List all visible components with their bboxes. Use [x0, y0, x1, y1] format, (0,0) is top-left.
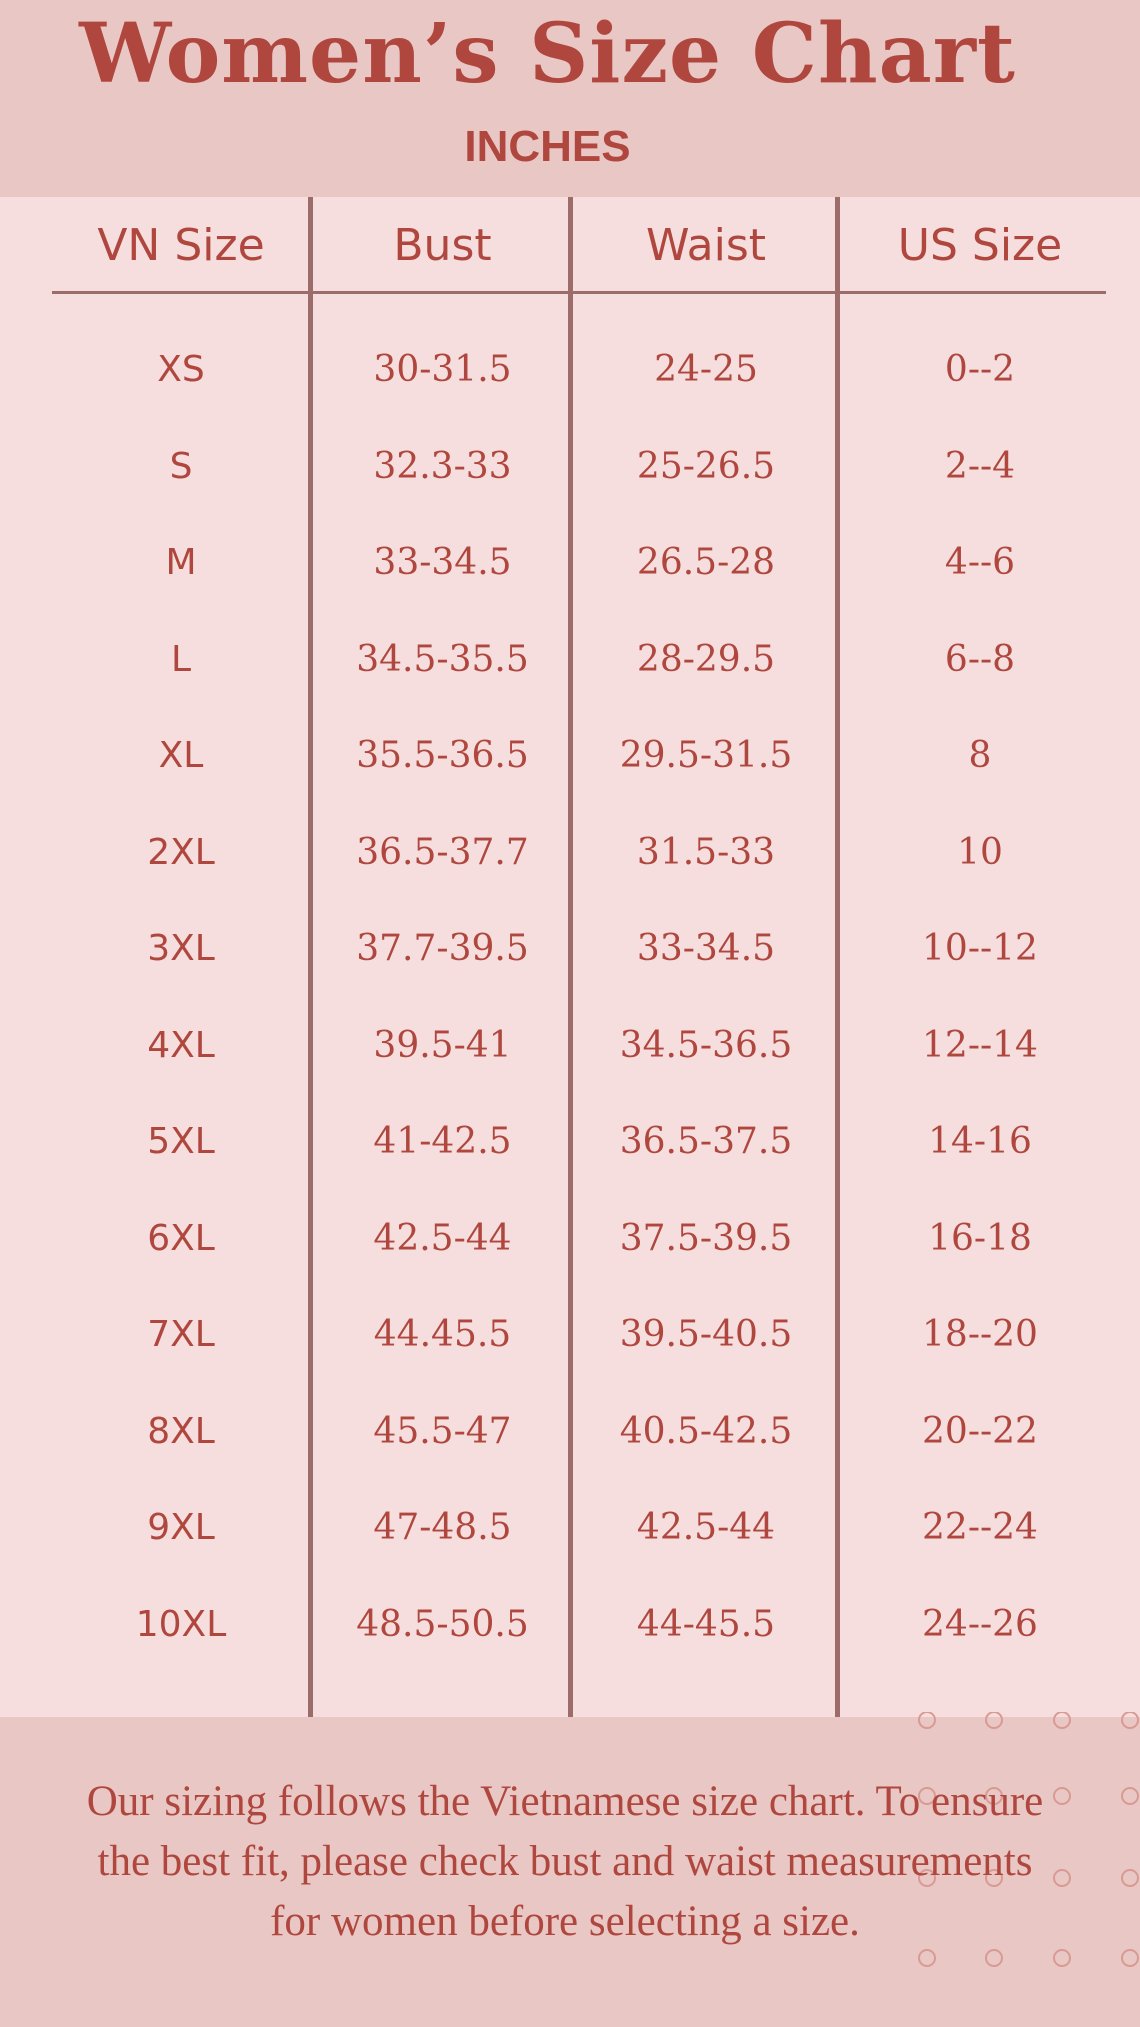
cell-us-size: 18--20	[922, 1314, 1038, 1355]
cell-bust: 39.5-41	[373, 1025, 512, 1066]
cell-waist: 42.5-44	[636, 1507, 776, 1548]
cell-us-size: 8	[968, 735, 992, 776]
cell-vn-size: L	[170, 639, 192, 680]
cell-us-size: 24--26	[922, 1604, 1038, 1645]
header-divider	[52, 291, 1106, 294]
table-row	[0, 533, 1140, 593]
cell-us-size: 4--6	[944, 542, 1016, 583]
cell-waist: 26.5-28	[636, 542, 776, 583]
cell-vn-size: 5XL	[147, 1121, 215, 1162]
column-header-waist: Waist	[645, 220, 767, 271]
table-row	[0, 1209, 1140, 1269]
cell-bust: 41-42.5	[373, 1121, 512, 1162]
sizing-note-line: Our sizing follows the Vietnamese size chart. To ensure	[86, 1778, 1044, 1825]
cell-bust: 44.45.5	[373, 1314, 512, 1355]
cell-bust: 48.5-50.5	[356, 1604, 529, 1645]
cell-vn-size: 3XL	[147, 928, 215, 969]
cell-bust: 42.5-44	[373, 1218, 512, 1259]
table-row	[0, 1016, 1140, 1076]
cell-vn-size: 7XL	[147, 1314, 215, 1355]
cell-bust: 47-48.5	[373, 1507, 512, 1548]
table-row	[0, 340, 1140, 400]
cell-waist: 24-25	[654, 349, 758, 390]
cell-us-size: 20--22	[922, 1411, 1038, 1452]
cell-bust: 35.5-36.5	[356, 735, 529, 776]
table-row	[0, 1112, 1140, 1172]
cell-us-size: 10	[957, 832, 1003, 873]
cell-vn-size: 10XL	[135, 1604, 227, 1645]
table-row	[0, 1305, 1140, 1365]
cell-us-size: 16-18	[928, 1218, 1032, 1259]
cell-us-size: 2--4	[944, 446, 1016, 487]
column-header-us-size: US Size	[897, 220, 1063, 271]
cell-us-size: 0--2	[944, 349, 1016, 390]
cell-vn-size: S	[169, 446, 193, 487]
cell-us-size: 22--24	[922, 1507, 1038, 1548]
cell-us-size: 14-16	[928, 1121, 1032, 1162]
cell-waist: 28-29.5	[636, 639, 776, 680]
table-row	[0, 823, 1140, 883]
table-row	[0, 919, 1140, 979]
cell-bust: 33-34.5	[373, 542, 512, 583]
cell-vn-size: XL	[158, 735, 204, 776]
cell-waist: 31.5-33	[636, 832, 776, 873]
cell-waist: 40.5-42.5	[619, 1411, 793, 1452]
cell-vn-size: 9XL	[147, 1507, 215, 1548]
cell-waist: 37.5-39.5	[619, 1218, 793, 1259]
cell-vn-size: 4XL	[147, 1025, 215, 1066]
cell-waist: 29.5-31.5	[619, 735, 793, 776]
table-row	[0, 630, 1140, 690]
cell-bust: 45.5-47	[373, 1411, 512, 1452]
column-header-vn-size: VN Size	[97, 220, 265, 271]
cell-vn-size: 8XL	[147, 1411, 215, 1452]
cell-us-size: 6--8	[944, 639, 1016, 680]
cell-vn-size: 6XL	[147, 1218, 215, 1259]
column-header-bust: Bust	[393, 220, 492, 271]
cell-bust: 30-31.5	[373, 349, 512, 390]
cell-vn-size: 2XL	[147, 832, 215, 873]
cell-bust: 36.5-37.7	[356, 832, 529, 873]
cell-bust: 34.5-35.5	[356, 639, 529, 680]
sizing-note-line: for women before selecting a size.	[270, 1898, 860, 1945]
table-row	[0, 1498, 1140, 1558]
table-row	[0, 1595, 1140, 1655]
cell-us-size: 12--14	[922, 1025, 1038, 1066]
cell-vn-size: M	[165, 542, 197, 583]
cell-waist: 34.5-36.5	[619, 1025, 793, 1066]
page-title: Women’s Size Chart	[79, 6, 1016, 102]
cell-bust: 32.3-33	[373, 446, 512, 487]
cell-bust: 37.7-39.5	[356, 928, 529, 969]
cell-waist: 25-26.5	[636, 446, 776, 487]
cell-waist: 36.5-37.5	[619, 1121, 793, 1162]
table-row	[0, 1402, 1140, 1462]
sizing-note	[10, 1772, 1120, 1952]
table-row	[0, 437, 1140, 497]
cell-waist: 33-34.5	[636, 928, 776, 969]
cell-waist: 39.5-40.5	[619, 1314, 793, 1355]
units-label: INCHES	[464, 122, 631, 171]
cell-us-size: 10--12	[922, 928, 1038, 969]
table-row	[0, 726, 1140, 786]
sizing-note-line: the best fit, please check bust and waist measurements	[97, 1838, 1033, 1885]
cell-vn-size: XS	[157, 349, 205, 390]
cell-waist: 44-45.5	[636, 1604, 776, 1645]
